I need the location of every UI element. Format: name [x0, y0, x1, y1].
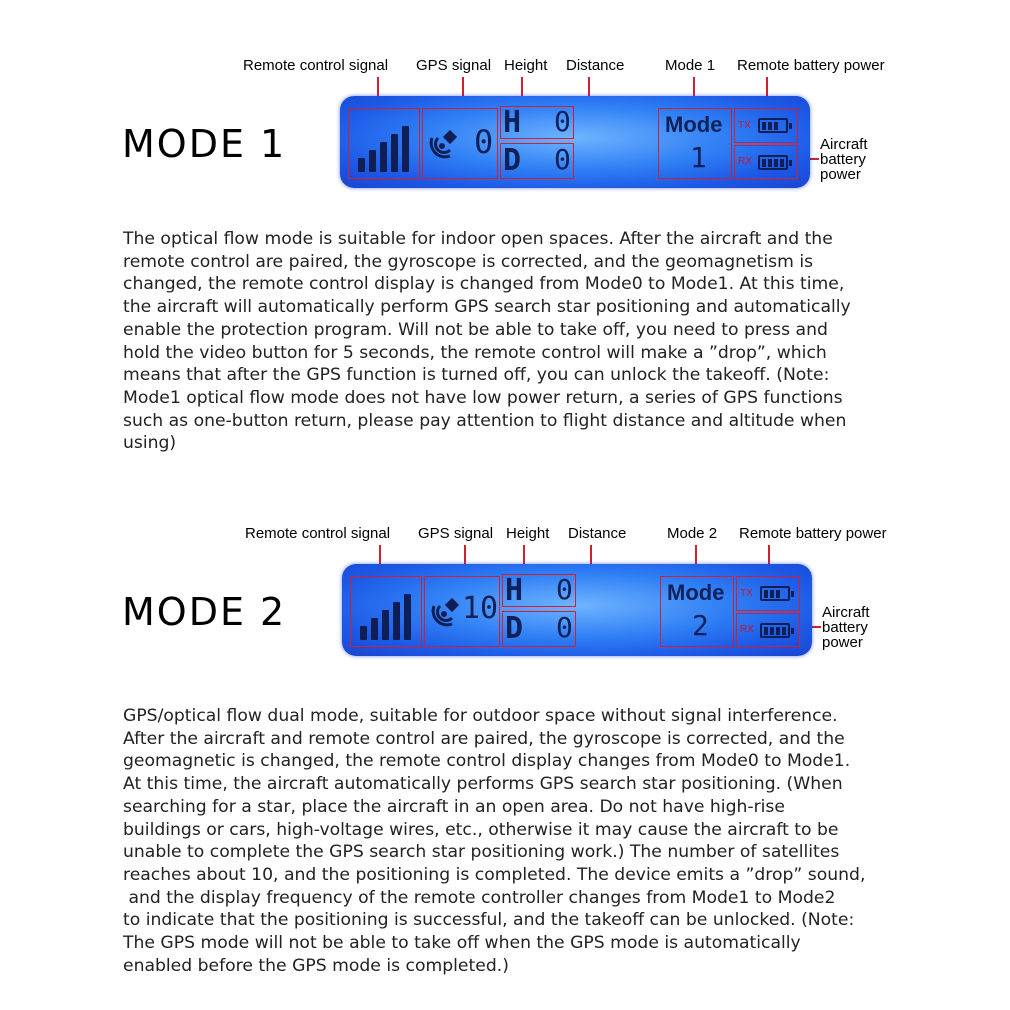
height-value: 0 [556, 573, 573, 606]
signal-bars-icon [356, 590, 416, 640]
paragraph-line: The optical flow mode is suitable for indoor open spaces. After the aircraft and the [123, 229, 833, 249]
aircraft-battery-line: power [822, 634, 863, 651]
paragraph-line: remote control are paired, the gyroscope is corrected, and the geomagnetism is [123, 251, 814, 272]
paragraph-line: Mode1 optical flow mode does not have low power return, a series of GPS functions [123, 387, 843, 408]
distance-value: 0 [554, 143, 571, 176]
rx-label: RX [738, 156, 752, 167]
gps-signal-label: GPS signal [416, 57, 492, 74]
mode-digit: 2 [692, 609, 709, 642]
paragraph-line: the aircraft will automatically perform GPS search star positioning and automatically [123, 297, 851, 318]
paragraph-line: means that after the GPS function is turned off, you can unlock the takeoff. (Note: [123, 365, 830, 386]
aircraft-battery-label [820, 137, 868, 182]
aircraft-battery-line: battery [822, 619, 868, 636]
height-value: 0 [554, 105, 571, 138]
height-letter: H [503, 105, 522, 140]
lcd-display [340, 96, 810, 188]
mode2-description [123, 705, 893, 977]
height-label: Height [504, 57, 548, 74]
distance-letter: D [503, 143, 522, 178]
paragraph-line: hold the video button for 5 seconds, the remote control will make a ”drop”, which [123, 342, 827, 363]
paragraph-line: geomagnetic is changed, the remote control display changes from Mode0 to Mode1. [123, 751, 851, 772]
satellite-icon [430, 594, 464, 628]
lcd-display [342, 564, 812, 656]
aircraft-battery-icon [760, 623, 790, 638]
paragraph-line: searching for a star, place the aircraft in an open area. Do not have high-rise [123, 796, 785, 817]
paragraph-line: and the display frequency of the remote controller changes from Mode1 to Mode2 [123, 887, 836, 908]
distance-letter: D [505, 611, 524, 646]
gps-count: 10 [462, 591, 499, 626]
paragraph-line: After the aircraft and remote control are paired, the gyroscope is corrected, and the [123, 728, 845, 749]
aircraft-battery-line: power [820, 166, 861, 183]
mode-word: Mode [667, 580, 725, 605]
rx-label: RX [740, 624, 754, 635]
paragraph-line: reaches about 10, and the positioning is completed. The device emits a ”drop” sound, [123, 864, 866, 885]
paragraph-line: to indicate that the positioning is successful, and the takeoff can be unlocked. (Note: [123, 910, 855, 931]
paragraph-line: using) [123, 433, 177, 454]
remote-battery-icon [758, 118, 788, 133]
mode1-description [123, 228, 893, 455]
gps-signal-label: GPS signal [418, 525, 494, 542]
distance-label: Distance [566, 57, 625, 74]
paragraph-line: unable to complete the GPS search star positioning work.) The number of satellites [123, 842, 840, 863]
mode-label: Mode 1 [665, 57, 716, 74]
tx-label: TX [738, 120, 751, 131]
distance-label: Distance [568, 525, 627, 542]
distance-value: 0 [556, 611, 573, 644]
aircraft-battery-line: Aircraft [820, 136, 868, 153]
aircraft-battery-line: battery [820, 151, 866, 168]
paragraph-line: enable the protection program. Will not be able to take off, you need to press and [123, 319, 828, 340]
aircraft-battery-label [822, 605, 870, 650]
height-letter: H [505, 573, 524, 608]
mode-digit: 1 [690, 141, 707, 174]
signal-bars-icon [354, 122, 414, 172]
mode-label: Mode 2 [667, 525, 718, 542]
remote-battery-icon [760, 586, 790, 601]
remote-battery-label: Remote battery power [739, 525, 887, 542]
tx-label: TX [740, 588, 753, 599]
paragraph-line: such as one-button return, please pay attention to flight distance and altitude when [123, 410, 847, 431]
height-label: Height [506, 525, 550, 542]
remote-battery-label: Remote battery power [737, 57, 885, 74]
gps-count: 0 [474, 123, 494, 161]
paragraph-line: buildings or cars, high-voltage wires, etc., otherwise it may cause the aircraft to be [123, 819, 839, 840]
mode-word: Mode [665, 112, 723, 137]
paragraph-line: The GPS mode will not be able to take off when the GPS mode is automatically [123, 933, 801, 954]
paragraph-line: At this time, the aircraft automatically performs GPS search star positioning. (When [123, 774, 843, 795]
remote-signal-label: Remote control signal [245, 525, 391, 542]
paragraph-line: GPS/optical flow dual mode, suitable for outdoor space without signal interference. [123, 706, 838, 726]
mode-title: MODE 1 [122, 122, 287, 166]
paragraph-line: enabled before the GPS mode is completed.) [123, 955, 509, 976]
mode-title: MODE 2 [122, 590, 287, 634]
satellite-icon [428, 126, 462, 160]
aircraft-battery-line: Aircraft [822, 604, 870, 621]
paragraph-line: changed, the remote control display is changed from Mode0 to Mode1. At this time, [123, 274, 845, 295]
aircraft-battery-icon [758, 155, 788, 170]
remote-signal-label: Remote control signal [243, 57, 389, 74]
